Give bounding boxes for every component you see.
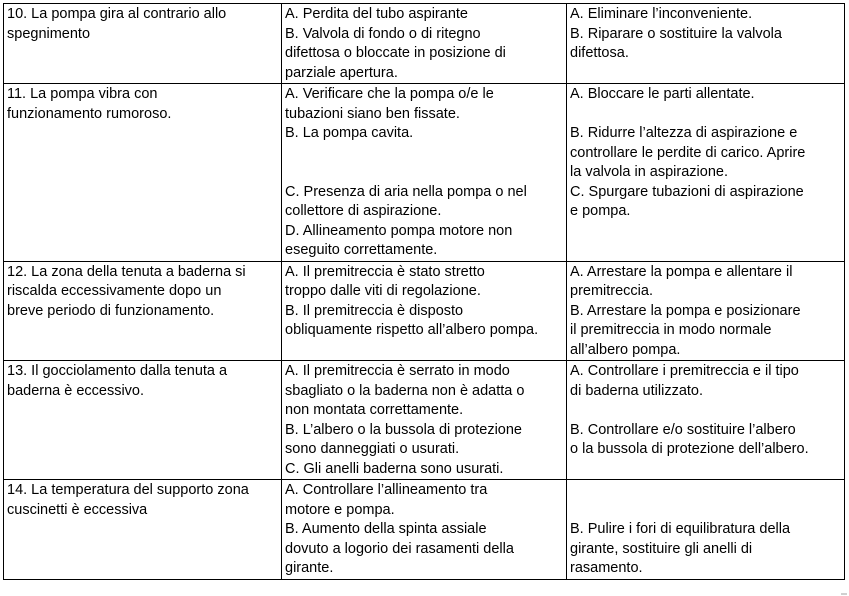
blank-space <box>285 144 564 183</box>
remedy-text: A. Bloccare le parti allentate. <box>570 86 755 102</box>
remedy-text: difettosa. <box>570 45 629 61</box>
remedy-text: B. Riparare o sostituire la valvola <box>570 25 782 42</box>
cause-text: B. L’albero o la bussola di protezione <box>285 421 522 438</box>
problem-text: funzionamento rumoroso. <box>7 105 172 122</box>
problem-text: 12. La zona della tenuta a baderna si <box>7 263 246 280</box>
cause-text: A. Perdita del tubo aspirante <box>285 6 468 22</box>
cause-text: C. Gli anelli baderna sono usurati. <box>285 460 504 477</box>
problem-text: riscalda eccessivamente dopo un <box>7 283 222 299</box>
remedy-cell[interactable] <box>567 84 845 262</box>
cause-text: tubazioni siano ben fissate. <box>285 105 460 122</box>
problem-text: 10. La pompa gira al contrario allo <box>7 6 227 22</box>
remedy-text: girante, sostituire gli anelli di <box>570 540 753 557</box>
table-row <box>4 261 845 361</box>
problem-cell[interactable] <box>4 361 282 480</box>
troubleshooting-table <box>3 3 845 580</box>
table-row <box>4 84 845 262</box>
cause-text: sbagliato o la baderna non è adatta o <box>285 382 525 399</box>
remedy-text: la valvola in aspirazione. <box>570 164 728 180</box>
remedy-text: e pompa. <box>570 203 631 219</box>
cause-text: C. Presenza di aria nella pompa o nel <box>285 183 527 200</box>
table-row <box>4 361 845 480</box>
problem-cell[interactable] <box>4 84 282 262</box>
cause-text: collettore di aspirazione. <box>285 203 442 219</box>
cause-text: dovuto a logorio dei rasamenti della <box>285 540 514 557</box>
remedy-text: B. Controllare e/o sostituire l’albero <box>570 421 796 438</box>
cause-cell[interactable] <box>282 480 567 580</box>
problem-text: breve periodo di funzionamento. <box>7 302 215 319</box>
cause-text: D. Allineamento pompa motore non <box>285 222 513 239</box>
cause-cell[interactable] <box>282 261 567 361</box>
remedy-text: rasamento. <box>570 560 643 576</box>
remedy-text: o la bussola di protezione dell’albero. <box>570 441 809 457</box>
cause-text: motore e pompa. <box>285 501 395 518</box>
remedy-text: C. Spurgare tubazioni di aspirazione <box>570 183 804 200</box>
remedy-text: di baderna utilizzato. <box>570 382 703 399</box>
problem-text: 11. La pompa vibra con <box>7 86 158 102</box>
table-row <box>4 4 845 84</box>
problem-text: 14. La temperatura del supporto zona <box>7 482 249 498</box>
remedy-text: il premitreccia in modo normale <box>570 322 772 338</box>
blank-space <box>570 481 842 520</box>
remedy-text: controllare le perdite di carico. Aprire <box>570 144 806 161</box>
cause-text: A. Il premitreccia è stato stretto <box>285 263 485 280</box>
cause-text: troppo dalle viti di regolazione. <box>285 283 481 299</box>
problem-cell[interactable] <box>4 261 282 361</box>
remedy-text: A. Arrestare la pompa e allentare il <box>570 263 793 280</box>
cause-text: A. Controllare l’allineamento tra <box>285 482 488 498</box>
remedy-cell[interactable] <box>567 4 845 84</box>
cause-text: B. Il premitreccia è disposto <box>285 302 464 319</box>
remedy-cell[interactable] <box>567 480 845 580</box>
problem-text: cuscinetti è eccessiva <box>7 501 148 518</box>
cause-text: eseguito correttamente. <box>285 242 438 258</box>
cause-text: parziale apertura. <box>285 64 398 81</box>
problem-text: spegnimento <box>7 25 91 42</box>
table-row <box>4 480 845 580</box>
remedy-text: B. Pulire i fori di equilibratura della <box>570 521 791 537</box>
problem-text: 13. Il gocciolamento dalla tenuta a <box>7 363 228 379</box>
remedy-text: all’albero pompa. <box>570 341 681 358</box>
cause-cell[interactable] <box>282 4 567 84</box>
remedy-text: A. Controllare i premitreccia e il tipo <box>570 363 799 379</box>
cause-text: girante. <box>285 560 334 576</box>
cause-text: A. Il premitreccia è serrato in modo <box>285 363 510 379</box>
remedy-cell[interactable] <box>567 261 845 361</box>
problem-cell[interactable] <box>4 480 282 580</box>
cause-text: A. Verificare che la pompa o/e le <box>285 86 494 102</box>
cause-text: sono danneggiati o usurati. <box>285 441 460 457</box>
problem-cell[interactable] <box>4 4 282 84</box>
remedy-cell[interactable] <box>567 361 845 480</box>
remedy-text: premitreccia. <box>570 283 653 299</box>
scrollbar-edge[interactable] <box>841 593 847 595</box>
problem-text: baderna è eccessivo. <box>7 382 145 399</box>
blank-space <box>570 105 842 125</box>
remedy-text: B. Ridurre l’altezza di aspirazione e <box>570 125 798 141</box>
cause-text: B. La pompa cavita. <box>285 125 414 141</box>
cause-text: non montata correttamente. <box>285 402 464 418</box>
remedy-text: A. Eliminare l’inconveniente. <box>570 6 753 22</box>
cause-text: difettosa o bloccate in posizione di <box>285 45 506 61</box>
blank-space <box>570 401 842 421</box>
cause-text: B. Valvola di fondo o di ritegno <box>285 25 481 42</box>
remedy-text: B. Arrestare la pompa e posizionare <box>570 302 801 319</box>
cause-text: obliquamente rispetto all’albero pompa. <box>285 322 539 338</box>
cause-text: B. Aumento della spinta assiale <box>285 521 487 537</box>
cause-cell[interactable] <box>282 84 567 262</box>
cause-cell[interactable] <box>282 361 567 480</box>
